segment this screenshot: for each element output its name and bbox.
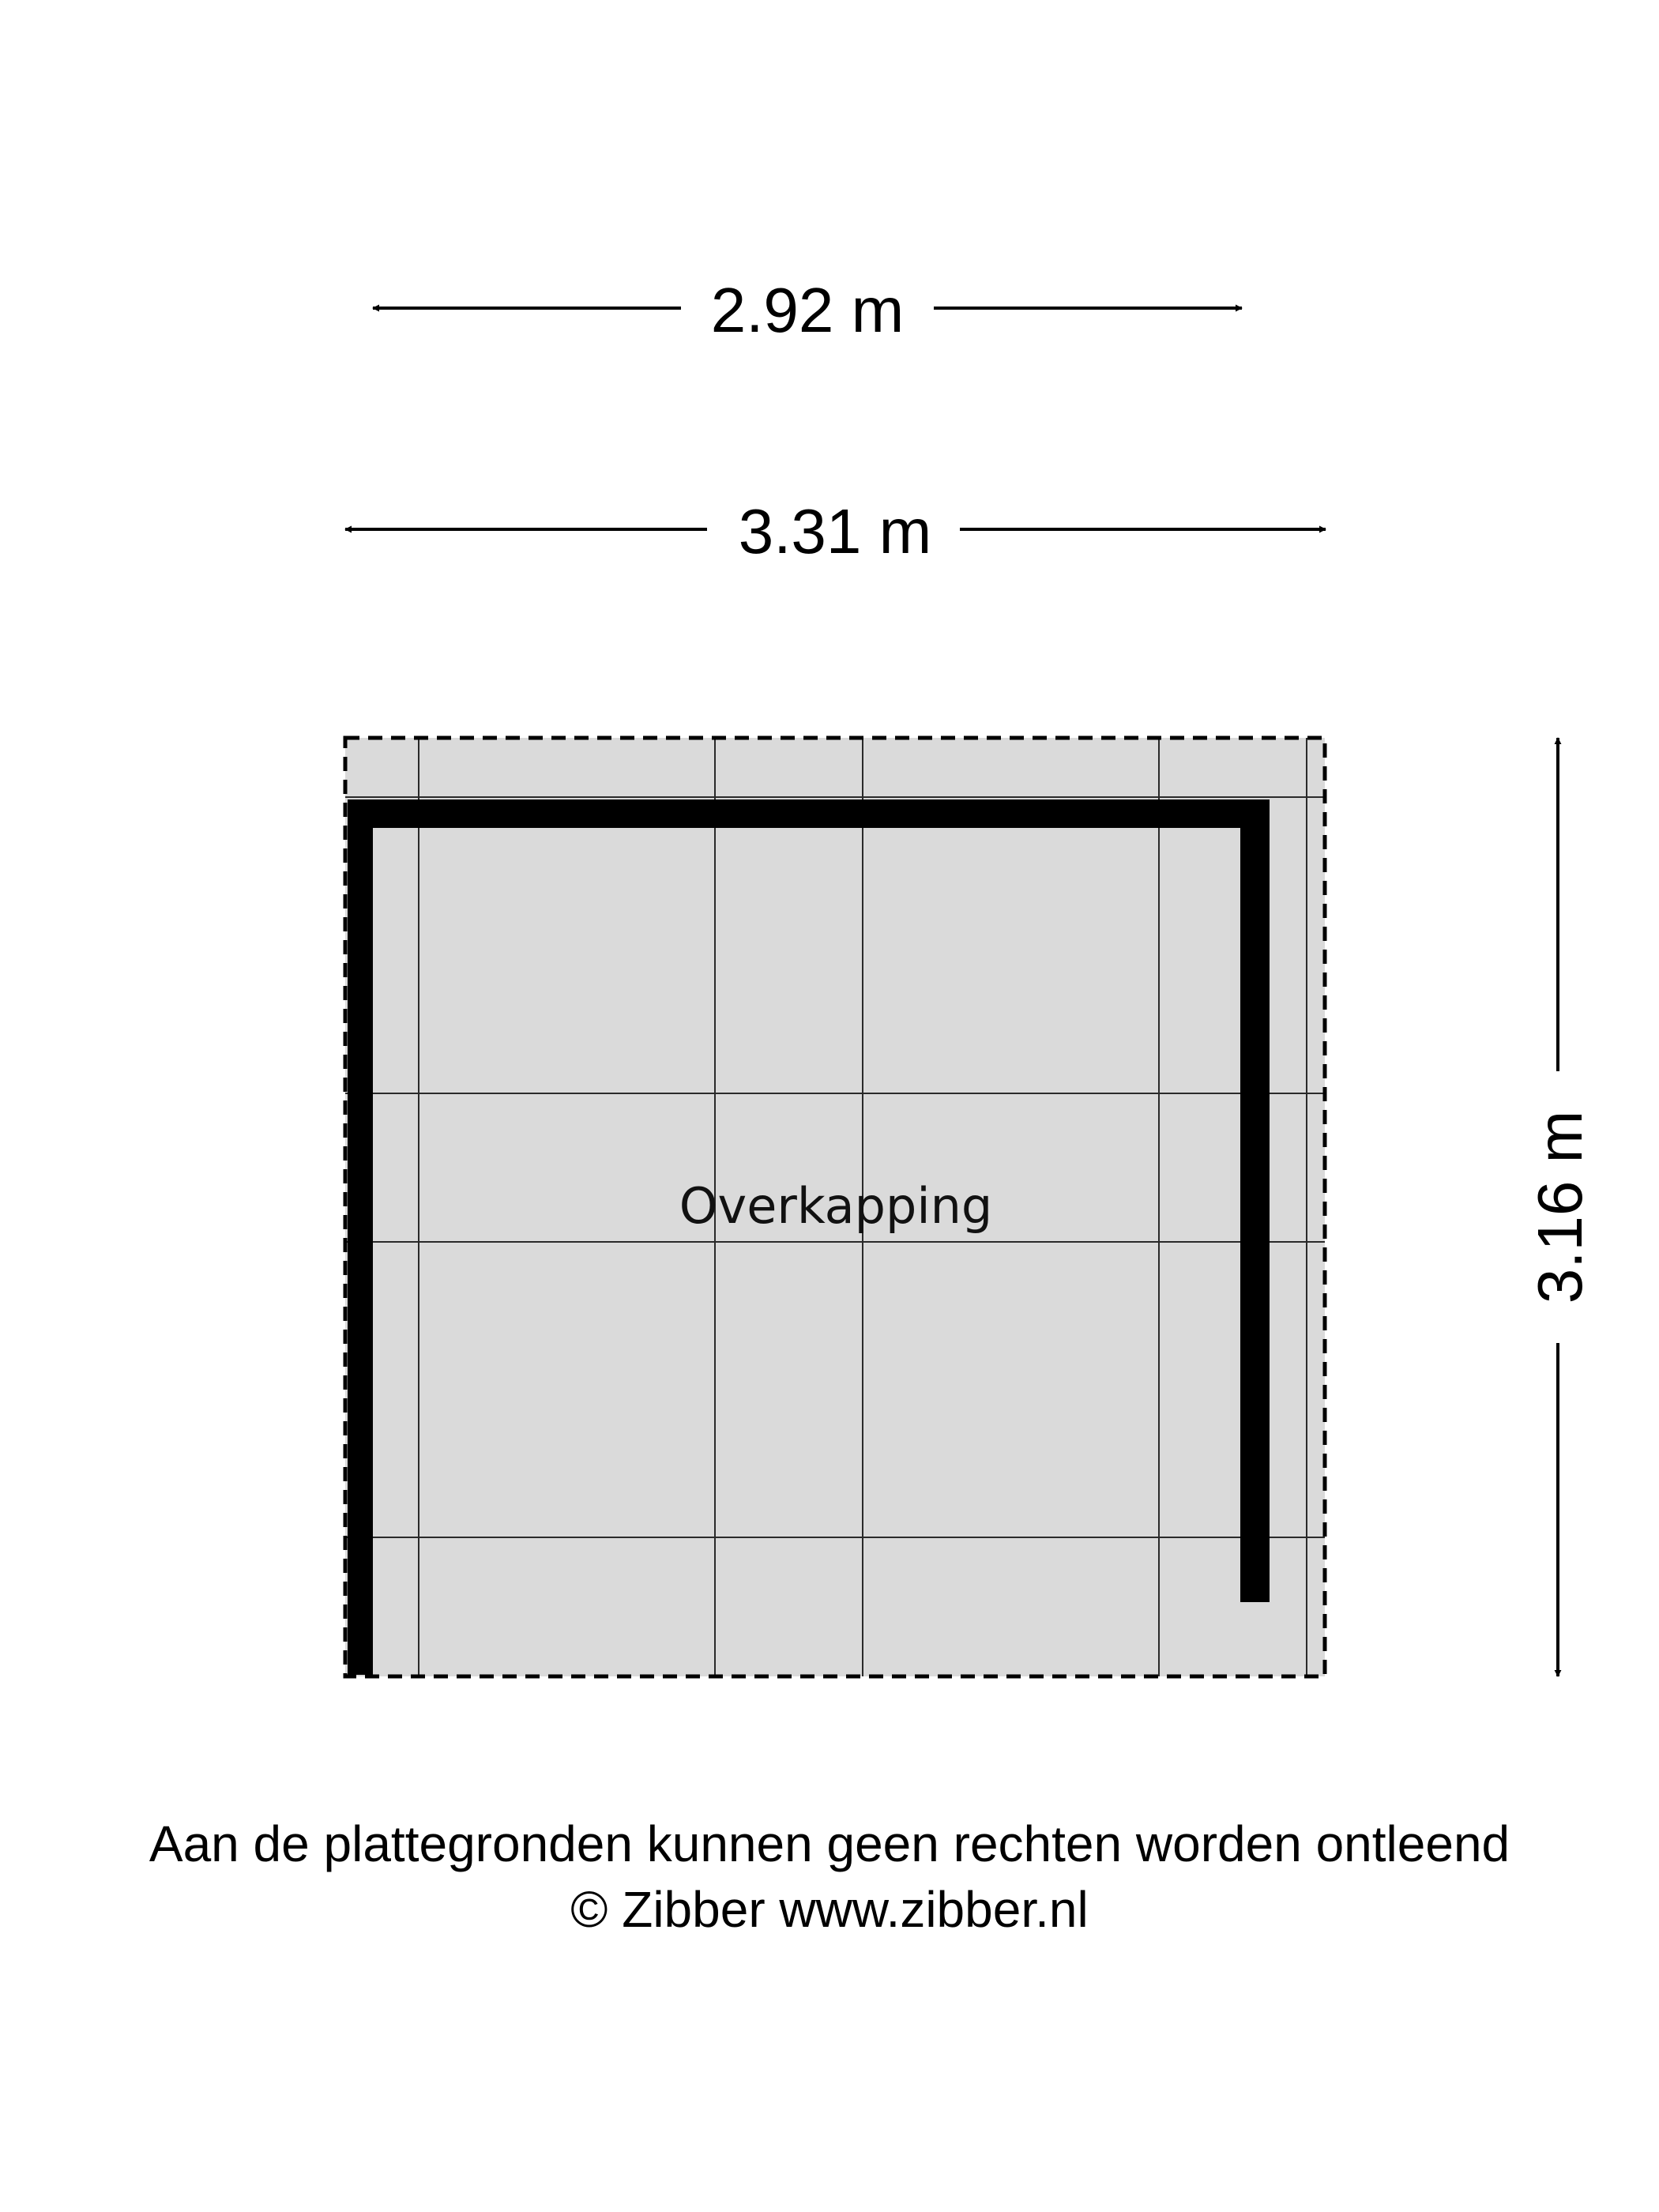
disclaimer-text: Aan de plattegronden kunnen geen rechten worden ontleend	[149, 1815, 1510, 1872]
dimension-top-outer	[345, 496, 1326, 566]
wall-left	[348, 799, 373, 1675]
dimension-label-top-inner: 2.92 m	[710, 275, 905, 345]
wall-right	[1240, 799, 1270, 1602]
copyright-text: © Zibber www.zibber.nl	[570, 1881, 1089, 1938]
dimension-label-top-outer: 3.31 m	[738, 496, 932, 566]
dimension-label-side: 3.16 m	[1525, 1110, 1595, 1304]
dimension-top-inner	[373, 275, 1242, 345]
room-label: Overkapping	[679, 1177, 993, 1235]
dimension-side	[1525, 738, 1595, 1676]
wall-top	[348, 799, 1270, 828]
